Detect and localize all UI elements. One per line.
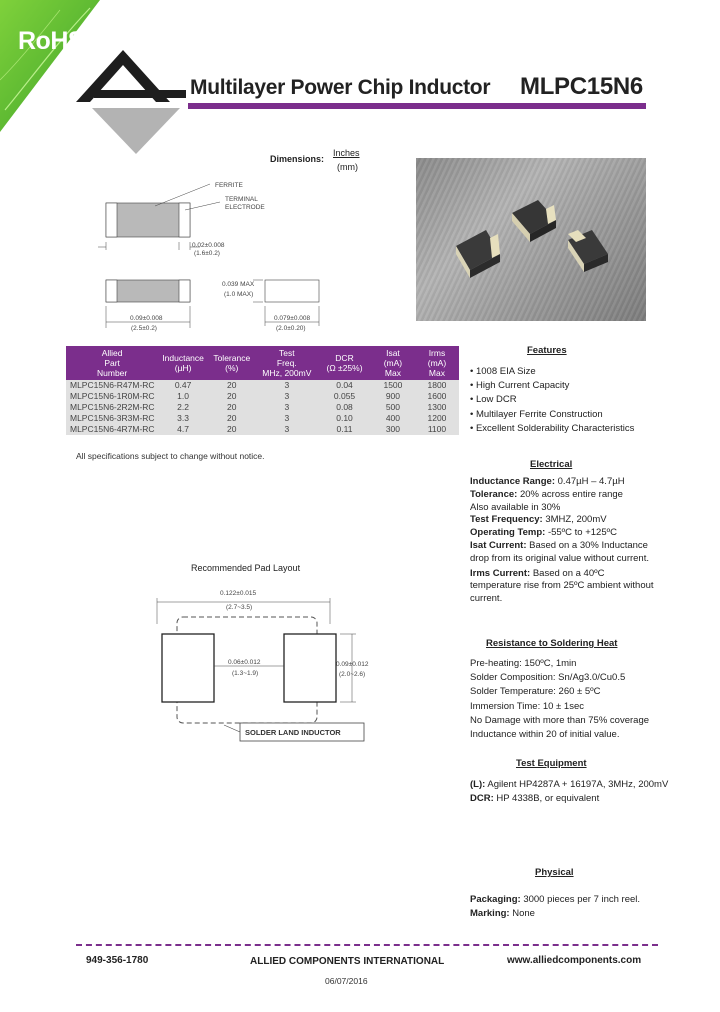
tolerance-extra: Also available in 30% [470,501,561,513]
cell-tolerance: 20 [208,424,256,435]
pad-overall-mm: (2.7~3.5) [226,604,253,611]
cell-tolerance: 20 [208,413,256,424]
cell-tolerance: 20 [208,391,256,402]
soldering-line: Solder Composition: Sn/Ag3.0/Cu0.5 [470,672,626,684]
cell-irms: 1800 [415,380,459,391]
tolerance-label: Tolerance: [470,488,518,500]
table-row [66,413,459,424]
table-row [66,402,459,413]
soldering-line: Pre-heating: 150ºC, 1min [470,658,577,669]
dimensions-unit-mm: (mm) [337,162,358,172]
packaging-label: Packaging: [470,894,521,905]
features-list [470,365,634,436]
chip-right [568,230,608,272]
pad-layout-drawing [140,580,380,760]
soldering-heading: Resistance to Soldering Heat [486,638,618,649]
cell-dcr: 0.04 [318,380,371,391]
cell-inductance: 3.3 [158,413,208,424]
inductance-range-label: Inductance Range: [470,476,555,487]
allied-logo [76,50,186,160]
list-item: • Excellent Solderability Characteristics [470,422,634,436]
physical-section [470,893,685,921]
cell-dcr: 0.08 [318,402,371,413]
pad-layout-title: Recommended Pad Layout [191,563,301,573]
terminal-label-1: TERMINAL [225,196,258,203]
soldering-line: Solder Temperature: 260 ± 5ºC [470,686,601,698]
physical-heading: Physical [535,867,574,878]
isat-label: Isat Current: [470,539,527,551]
cell-irms: 1100 [415,424,459,435]
dcr-label: DCR: [470,793,494,805]
cell-isat: 400 [371,413,415,424]
chip-left [456,230,500,278]
cell-isat: 900 [371,391,415,402]
width-dim-in: 0.079±0.008 [274,315,311,322]
marking-label: Marking: [470,908,510,920]
col-irms: Irms (mA) Max [415,346,459,380]
irms-value-cont2: current. [470,593,503,605]
irms-label: Irms Current: [470,567,531,579]
chip-inductors-image [416,158,646,321]
spec-table-header [66,346,459,380]
terminal-dim-mm: (1.6±0.2) [194,250,220,257]
col-inductance: Inductance (µH) [158,346,208,380]
spec-note: All specifications subject to change without notice. [76,451,265,461]
cell-part: MLPC15N6-3R3M-RC [66,413,158,424]
tolerance-value: 20% across entire range [519,488,623,500]
test-frequency-label: Test Frequency: [470,514,543,526]
width-dim-mm: (2.0±0.20) [276,325,306,332]
cell-inductance: 0.47 [158,380,208,391]
cell-part: MLPC15N6-R47M-RC [66,380,158,391]
marking-value: None [512,908,535,920]
features-heading: Features [527,345,567,356]
cell-dcr: 0.10 [318,413,371,424]
col-tolerance: Tolerance (%) [208,346,256,380]
cell-inductance: 2.2 [158,402,208,413]
table-row [66,424,459,435]
pad-height-in: 0.09±0.012 [336,661,369,668]
l-value: Agilent HP4287A + 16197A, 3MHz, 200mV [487,779,669,790]
height-dim-mm: (1.0 MAX) [224,291,254,298]
cell-freq: 3 [256,424,319,435]
cell-part: MLPC15N6-2R2M-RC [66,402,158,413]
table-row [66,380,459,391]
pad-gap-in: 0.06±0.012 [228,659,261,666]
footer-divider [76,944,658,946]
cell-freq: 3 [256,391,319,402]
dimensions-unit-inches: Inches [333,148,360,158]
isat-value-cont: drop from its original value without current. [470,552,649,564]
col-isat: Isat (mA) Max [371,346,415,380]
test-frequency-value: 3MHZ, 200mV [545,514,607,526]
test-equipment-heading: Test Equipment [516,758,587,769]
soldering-line: Immersion Time: 10 ± 1sec [470,700,584,712]
col-dcr: DCR (Ω ±25%) [318,346,371,380]
cell-part: MLPC15N6-1R0M-RC [66,391,158,402]
cell-isat: 300 [371,424,415,435]
table-row [66,391,459,402]
cell-irms: 1600 [415,391,459,402]
dimension-drawing [60,170,360,350]
dimensions-label: Dimensions: [270,154,325,164]
list-item: • 1008 EIA Size [470,365,634,379]
cell-freq: 3 [256,413,319,424]
chip-top [512,200,556,242]
ferrite-label: FERRITE [215,182,243,189]
pad-height-mm: (2.0~2.6) [339,671,366,678]
cell-isat: 500 [371,402,415,413]
footer-phone: 949-356-1780 [86,955,149,966]
soldering-section [470,657,685,742]
rohs-label: RoHS [18,27,85,55]
packaging-value: 3000 pieces per 7 inch reel. [523,894,641,905]
col-part-number: Allied Part Number [66,346,158,380]
cell-tolerance: 20 [208,402,256,413]
spec-table [66,346,459,435]
cell-dcr: 0.11 [318,424,371,435]
operating-temp-label: Operating Temp: [470,527,546,539]
product-photo [416,158,646,321]
list-item: • Multilayer Ferrite Construction [470,408,634,422]
length-dim-in: 0.09±0.008 [130,315,163,322]
footer-date: 06/07/2016 [325,976,368,986]
list-item: • Low DCR [470,393,634,407]
cell-isat: 1500 [371,380,415,391]
solder-land-label: SOLDER LAND INDUCTOR [245,728,341,737]
soldering-line: No Damage with more than 75% coverage [470,714,650,726]
footer-website-link[interactable]: www.alliedcomponents.com [507,955,642,966]
title-underline [188,103,646,109]
cell-part: MLPC15N6-4R7M-RC [66,424,158,435]
cell-freq: 3 [256,402,319,413]
footer-company: ALLIED COMPONENTS INTERNATIONAL [250,956,445,967]
soldering-line: Inductance within 20 of initial value. [470,729,620,741]
pad-overall-in: 0.122±0.015 [220,590,257,597]
cell-dcr: 0.055 [318,391,371,402]
cell-inductance: 1.0 [158,391,208,402]
terminal-label-2: ELECTRODE [225,204,265,211]
electrical-section [470,476,685,606]
inductance-range-value: 0.47µH – 4.7µH [557,476,625,487]
col-test-freq: Test Freq. MHz, 200mV [256,346,319,380]
product-title: Multilayer Power Chip Inductor [190,76,491,99]
cell-irms: 1300 [415,402,459,413]
list-item: • High Current Capacity [470,379,634,393]
length-dim-mm: (2.5±0.2) [131,325,157,332]
terminal-dim-in: 0.02±0.008 [192,242,225,249]
dcr-value: HP 4338B, or equivalent [496,793,600,805]
cell-inductance: 4.7 [158,424,208,435]
model-number: MLPC15N6 [520,73,643,100]
cell-freq: 3 [256,380,319,391]
l-label: (L): [470,779,486,790]
isat-value: Based on a 30% Inductance [529,539,648,551]
cell-tolerance: 20 [208,380,256,391]
electrical-heading: Electrical [530,459,573,470]
height-dim-in: 0.039 MAX [222,281,255,288]
operating-temp-value: -55ºC to +125ºC [547,527,617,539]
cell-irms: 1200 [415,413,459,424]
irms-value-cont: temperature rise from 25ºC ambient without [470,580,654,592]
test-equipment-section [470,778,690,806]
irms-value: Based on a 40ºC [532,567,605,579]
pad-gap-mm: (1.3~1.9) [232,670,259,677]
